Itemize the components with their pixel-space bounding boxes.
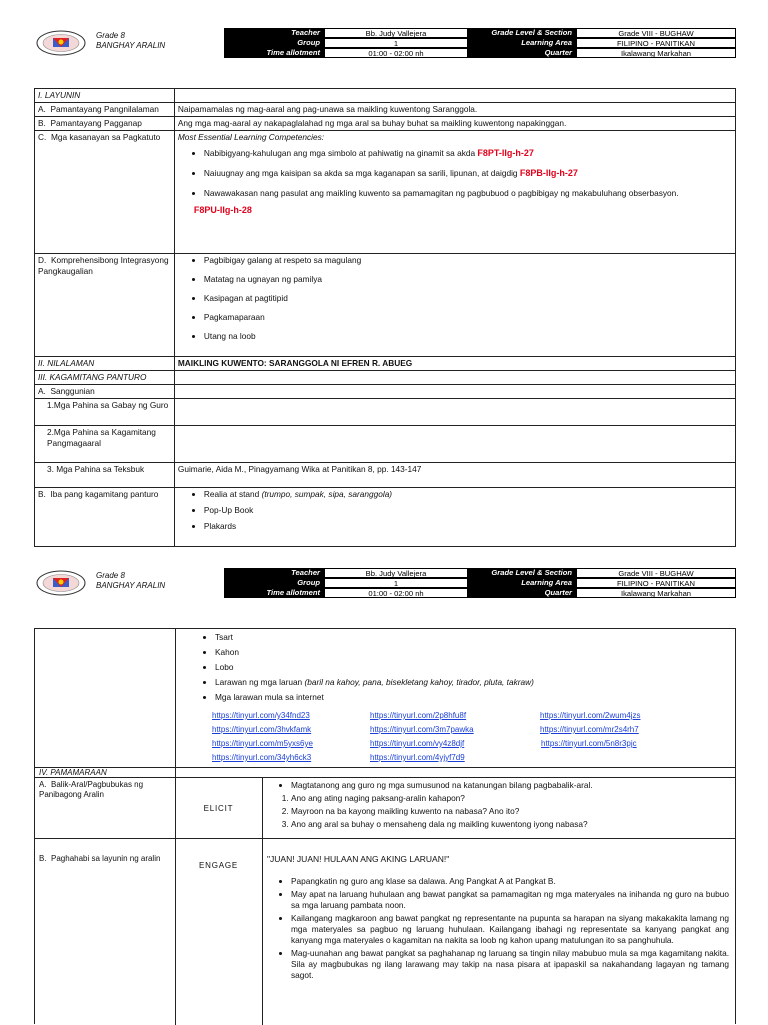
- nilalaman-text: MAIKLING KUWENTO: SARANGGOLA NI EFREN R. ABUEG: [174, 357, 735, 371]
- time-label: Time allotment: [224, 588, 324, 598]
- time-value: 01:00 - 02:00 nh: [324, 48, 468, 58]
- time-value: 01:00 - 02:00 nh: [324, 588, 468, 598]
- quarter-label: Quarter: [468, 48, 576, 58]
- section-kagamitan: III. KAGAMITANG PANTURO: [35, 371, 175, 385]
- lesson-plan-table-2: [34, 628, 736, 1024]
- row-label-gabay: 1.Mga Pahina sa Gabay ng Guro: [35, 399, 175, 426]
- group-label: Group: [224, 578, 324, 588]
- doc-title: Grade 8 BANGHAY ARALIN: [96, 571, 166, 590]
- engage-item: • May apat na laruang huhulaan ang bawat pangkat sa pamamagitan ng mga materyales na inihanda ng guro na bubuo sa mga laruang pambata noon.: [291, 889, 729, 911]
- materials-cell: [174, 488, 735, 547]
- competencies-heading: Most Essential Learning Competencies:: [177, 132, 325, 142]
- elicit-cell: [267, 780, 727, 830]
- competency-2: • Naiuugnay ang mga kaisipan sa akda sa mga kaganapan sa sarili, lipunan, at daigdig F8PB-IIg-h-27: [204, 168, 732, 179]
- material-item: • Larawan ng mga laruan (baril na kahoy, pana, bisekletang kahoy, tirador, pluta, takraw): [215, 677, 735, 688]
- section-layunin: I. LAYUNIN: [35, 89, 175, 103]
- image-link[interactable]: https://tinyurl.com/4yjyf7d9: [370, 753, 465, 762]
- elicit-bullet: • Magtatanong ang guro ng mga sumusunod na katanungan bilang pagbabalik-aral.: [291, 780, 727, 791]
- group-value: 1: [324, 578, 468, 588]
- row-label-b: B. Paghahabi sa layunin ng aralin: [39, 854, 161, 863]
- material-item: • Pop-Up Book: [204, 505, 732, 516]
- image-link[interactable]: https://tinyurl.com/2wum4jzs: [540, 711, 641, 720]
- quarter-value: Ikalawang Markahan: [576, 48, 736, 58]
- engage-item: • Papangkatin ng guro ang klase sa dalawa. Ang Pangkat A at Pangkat B.: [291, 876, 729, 887]
- teksbuk-text: Guimarie, Aida M., Pinagyamang Wika at Panitikan 8, pp. 143-147: [174, 463, 735, 488]
- row-text-b: Ang mga mag-aaral ay nakapaglalahad ng mga aral sa buhay buhat sa maikling kuwentong napakinggan.: [174, 117, 735, 131]
- image-link[interactable]: https://tinyurl.com/m5yxs6ye: [212, 739, 313, 748]
- material-item: • Tsart: [215, 632, 735, 643]
- lesson-plan-table-1: [34, 88, 736, 547]
- elicit-question: 3. Ano ang aral sa buhay o mensaheng dala ng maikling kuwentong iyong nabasa?: [291, 819, 727, 830]
- image-link[interactable]: https://tinyurl.com/vy4z8djf: [370, 739, 465, 748]
- gls-value: Grade VIII - BUGHAW: [576, 568, 736, 578]
- area-label: Learning Area: [468, 38, 576, 48]
- row-text-a: Naipamamalas ng mag-aaral ang pag-unawa sa maikling kuwentong Saranggola.: [174, 103, 735, 117]
- row-label-a: A. Balik-Aral/Pagbubukas ng Panibagong Aralin: [39, 780, 144, 799]
- material-item: • Mga larawan mula sa internet: [215, 692, 735, 703]
- gls-label: Grade Level & Section: [468, 568, 576, 578]
- header-2: [34, 568, 736, 598]
- image-link[interactable]: https://tinyurl.com/mr2s4rh7: [540, 725, 639, 734]
- deped-seal-logo: [36, 30, 86, 56]
- quarter-label: Quarter: [468, 588, 576, 598]
- engage-title: "JUAN! JUAN! HULAAN ANG AKING LARUAN!": [267, 854, 450, 864]
- competency-3: • Nawawakasan nang pasulat ang maikling kuwento sa pamamagitan ng pagbubuod o pagbibigay ng makabuluhang obserbasyon. F8PU-IIg-h-28: [204, 188, 732, 216]
- image-link[interactable]: https://tinyurl.com/3hvkfamk: [212, 725, 312, 734]
- header-1: [34, 28, 736, 58]
- phase-elicit: ELICIT: [203, 803, 234, 813]
- material-item: • Lobo: [215, 662, 735, 673]
- competency-1: • Nabibigyang-kahulugan ang mga simbolo at pahiwatig na ginamit sa akda F8PT-IIg-h-27: [204, 148, 732, 159]
- header-info-table: [224, 568, 736, 598]
- material-item: • Realia at stand (trumpo, sumpak, sipa, saranggola): [204, 489, 732, 500]
- teacher-label: Teacher: [224, 568, 324, 578]
- value-item: • Pagbibigay galang at respeto sa magulang: [204, 255, 732, 266]
- value-item: • Utang na loob: [204, 331, 732, 342]
- header-info-table: [224, 28, 736, 58]
- row-label-sanggunian: A. Sanggunian: [35, 385, 175, 399]
- engage-item: • Kailangang magkaroon ang bawat pangkat ng representante na pupunta sa harapan na siyang makakakita lamang ng mga materyales sa pagbuo ng laruang huhulaan. Kailangang ibahagi ng representate sa kanyang pangkat ang kanyang mga materyales o kagamitan na nakita sa loob ng kahon upang matulungan ito sa panghuhula.: [291, 913, 729, 946]
- row-label-teksbuk: 3. Mga Pahina sa Teksbuk: [35, 463, 175, 488]
- gls-label: Grade Level & Section: [468, 28, 576, 38]
- gls-value: Grade VIII - BUGHAW: [576, 28, 736, 38]
- deped-seal-logo: [36, 570, 86, 596]
- area-label: Learning Area: [468, 578, 576, 588]
- row-label-b: B. Pamantayang Pagganap: [35, 117, 175, 131]
- row-label-a: A. Pamantayang Pangnilalaman: [35, 103, 175, 117]
- section-pamamaraan: IV. PAMAMARAAN: [39, 768, 107, 777]
- area-value: FILIPINO - PANITIKAN: [576, 578, 736, 588]
- value-item: • Matatag na ugnayan ng pamilya: [204, 274, 732, 285]
- row-label-kagamitang: 2.Mga Pahina sa Kagamitang Pangmagaaral: [35, 426, 175, 463]
- material-item: • Plakards: [204, 521, 732, 532]
- value-item: • Kasipagan at pagtitipid: [204, 293, 732, 304]
- material-item: • Kahon: [215, 647, 735, 658]
- image-link[interactable]: https://tinyurl.com/2p8hfu8f: [370, 711, 467, 720]
- teacher-value: Bb. Judy Vallejera: [324, 568, 468, 578]
- phase-engage: ENGAGE: [198, 861, 239, 870]
- engage-item: • Mag-uunahan ang bawat pangkat sa paghahanap ng laruang sa tingin nilay mabubuo mula sa mga kagamitang nakita. Sila ay magbubukas ng ilang larawang may takip na nasa pisara at ipapaskil sa nakahandang lagayan ng tamang sagot.: [291, 948, 729, 981]
- competencies-cell: [174, 131, 735, 254]
- teacher-value: Bb. Judy Vallejera: [324, 28, 468, 38]
- image-link[interactable]: https://tinyurl.com/3m7pawka: [370, 725, 474, 734]
- image-link[interactable]: https://tinyurl.com/y34fnd23: [212, 711, 310, 720]
- teacher-label: Teacher: [224, 28, 324, 38]
- time-label: Time allotment: [224, 48, 324, 58]
- section-nilalaman: II. NILALAMAN: [35, 357, 175, 371]
- row-label-c: C. Mga kasanayan sa Pagkatuto: [35, 131, 175, 254]
- materials-list-cont: [201, 632, 735, 703]
- elicit-question: 1. Ano ang ating naging paksang-aralin kahapon?: [291, 793, 727, 804]
- elicit-question: 2. Mayroon na ba kayong maikling kuwento na nabasa? Ano ito?: [291, 806, 727, 817]
- quarter-value: Ikalawang Markahan: [576, 588, 736, 598]
- doc-title: Grade 8 BANGHAY ARALIN: [96, 31, 166, 50]
- engage-cell: [267, 854, 729, 981]
- group-value: 1: [324, 38, 468, 48]
- value-item: • Pagkamaparaan: [204, 312, 732, 323]
- image-link[interactable]: https://tinyurl.com/5n8r3pjc: [541, 739, 637, 748]
- group-label: Group: [224, 38, 324, 48]
- values-cell: [174, 254, 735, 357]
- area-value: FILIPINO - PANITIKAN: [576, 38, 736, 48]
- row-label-iba: B. Iba pang kagamitang panturo: [35, 488, 175, 547]
- image-link[interactable]: https://tinyurl.com/34yh6ck3: [212, 753, 312, 762]
- row-label-d: D. Komprehensibong Integrasyong Pangkaugalian: [35, 254, 175, 357]
